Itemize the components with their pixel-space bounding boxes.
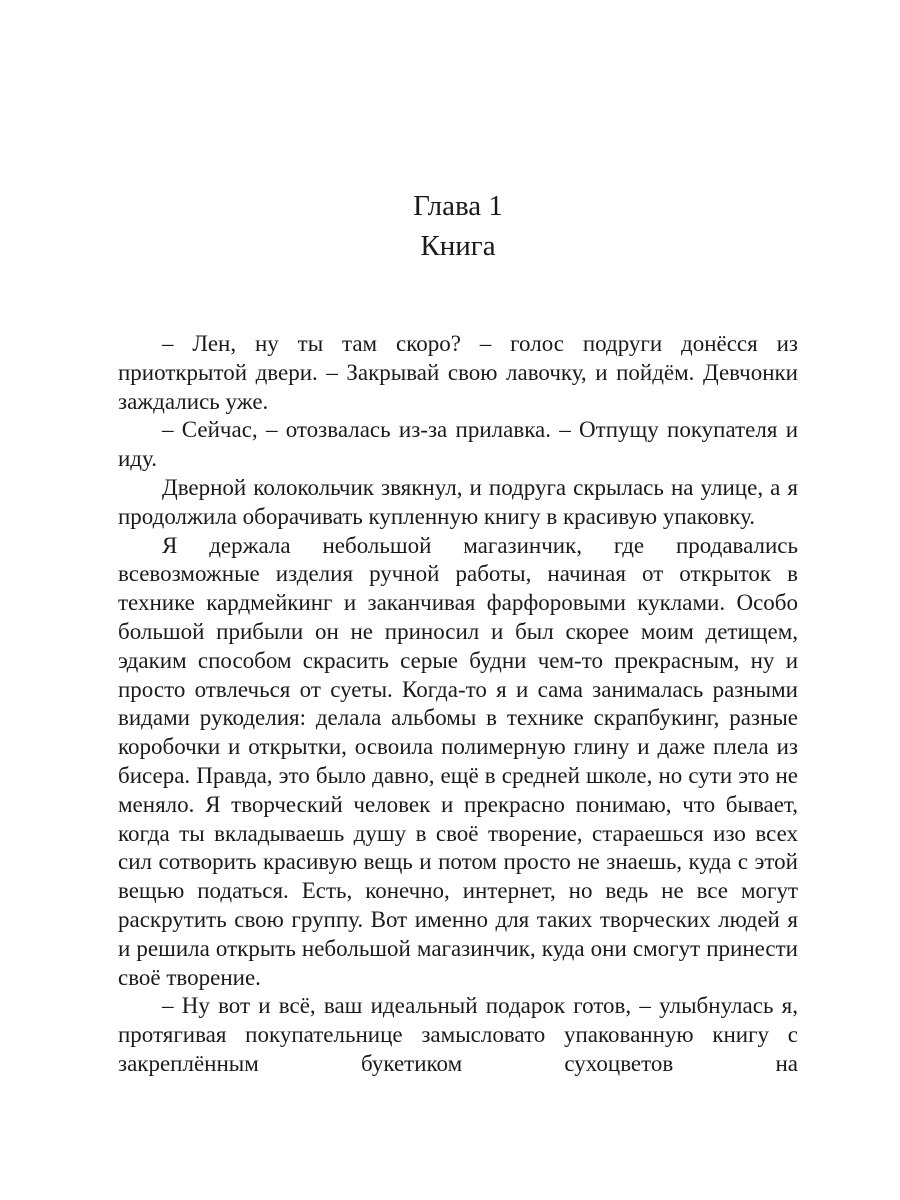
paragraph-3: Дверной колокольчик звякнул, и подруга скрылась на улице, а я продолжила оборачивать купленную книгу в красивую упаковку.: [118, 474, 798, 529]
paragraph-2: – Сейчас, – отозвалась из-за прилавка. – Отпущу покупателя и иду.: [118, 417, 798, 472]
chapter-body: [118, 330, 798, 1079]
paragraph-4: Я держала небольшой магазинчик, где продавались всевозможные изделия ручной работы, начиная от открыток в технике кардмейкинг и заканчивая фарфоровыми куклами. Особо большой прибыли он не приносил и был скорее моим детищем, эдаким способом скрасить серые будни чем-то прекрасным, ну и просто отвлечься от суеты. Когда-то я и сама занималась разными видами рукоделия: делала альбомы в технике скрапбукинг, разные коробочки и открытки, освоила полимерную глину и даже плела из бисера. Правда, это было давно, ещё в средней школе, но сути это не меняло. Я творческий человек и прекрасно понимаю, что бывает, когда ты вкладываешь душу в своё творение, стараешься изо всех сил сотворить красивую вещь и потом просто не знаешь, куда с этой вещью податься. Есть, конечно, интернет, но ведь не все могут раскрутить свою группу. Вот именно для таких творческих людей я и решила открыть небольшой магазинчик, куда они смогут принести своё творение.: [118, 532, 798, 990]
chapter-title: Книга: [420, 230, 496, 262]
book-page: [118, 186, 798, 1079]
chapter-number: Глава 1: [413, 190, 503, 222]
paragraph-1: – Лен, ну ты там скоро? – голос подруги донёсся из приоткрытой двери. – Закрывай свою лавочку, и пойдём. Девчонки заждались уже.: [118, 331, 798, 414]
paragraph-5: – Ну вот и всё, ваш идеальный подарок готов, – улыбнулась я, протягивая покупательнице замысловато упакованную книгу с закреплённым букетиком сухоцветов на: [118, 993, 798, 1076]
